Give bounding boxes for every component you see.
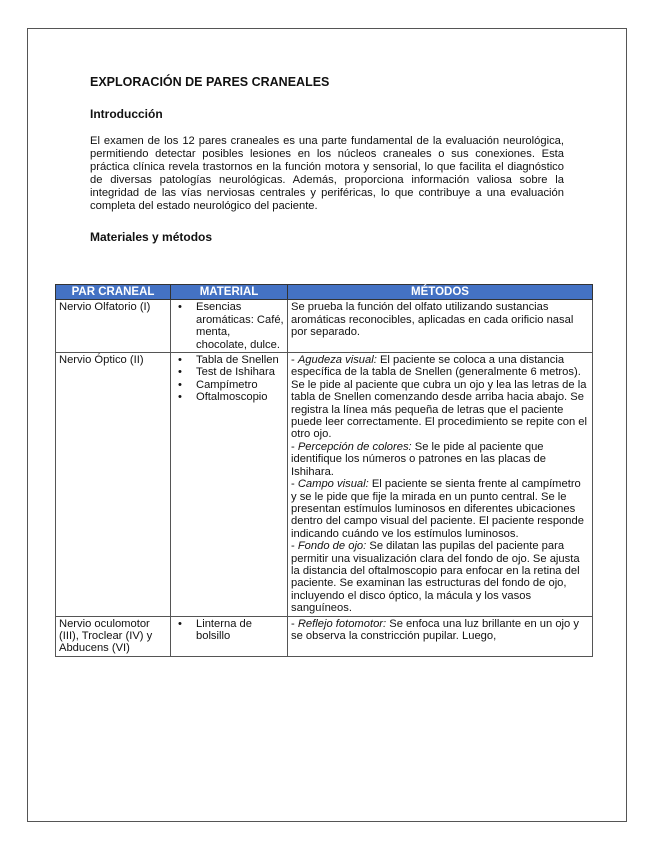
material-item: • Linterna de bolsillo	[196, 618, 284, 643]
material-item: • Esencias aromáticas: Café, menta, chocolate, dulce.	[196, 301, 284, 351]
cranial-nerves-table	[55, 284, 593, 657]
document-title: EXPLORACIÓN DE PARES CRANEALES	[90, 75, 330, 89]
material-cell	[171, 353, 288, 617]
method-label: Percepción de colores:	[297, 440, 412, 453]
material-cell	[171, 616, 288, 656]
method-label: Agudeza visual:	[297, 354, 377, 367]
nerve-cell: Nervio Óptico (II)	[56, 353, 171, 617]
table-row	[56, 353, 593, 617]
method-text: Se le pide al paciente que identifique los números o patrones en las placas de Ishihara.	[291, 440, 546, 478]
method-text: Se prueba la función del olfato utilizando sustancias aromáticas reconocibles, aplicadas en cada orificio nasal por separado.	[291, 301, 574, 339]
intro-heading: Introducción	[90, 107, 163, 121]
material-item: • Oftalmoscopio	[196, 391, 284, 403]
materials-heading: Materiales y métodos	[90, 230, 213, 244]
methods-cell	[288, 353, 593, 617]
material-cell	[171, 300, 288, 353]
method-label: Campo visual:	[297, 478, 369, 491]
table-header-row	[56, 285, 593, 300]
method-paragraph: - Reflejo fotomotor: Se enfoca una luz brillante en un ojo y se observa la constricción pupilar. Luego,	[291, 617, 579, 642]
material-item: • Test de Ishihara	[196, 366, 284, 378]
method-text: Se dilatan las pupilas del paciente para permitir una visualización clara del fondo de ojo. Se ajusta la distancia del oftalmoscopio para enfocar en la retina del paciente. Se examinan las estructuras del fondo de ojo, incluyendo el disco óptico, la mácula y los vasos sanguíneos.	[291, 540, 580, 615]
method-paragraph: - Fondo de ojo: Se dilatan las pupilas del paciente para permitir una visualización clara del fondo de ojo. Se ajusta la distancia del oftalmoscopio para enfocar en la retina del paciente. Se examinan las estructuras del fondo de ojo, incluyendo el disco óptico, la mácula y los vasos sanguíneos.	[291, 540, 580, 615]
method-paragraph: - Percepción de colores: Se le pide al paciente que identifique los números o patrones en las placas de Ishihara.	[291, 440, 546, 478]
method-paragraph: - Agudeza visual: El paciente se coloca a una distancia específica de la tabla de Snellen (generalmente 6 metros). Se le pide al paciente que cubra un ojo y lea las letras de la tabla de Snellen comenzando desde arriba hacia abajo. Se registra la línea más pequeña de letras que el paciente puede leer correctamente. El procedimiento se repite con el otro ojo.	[291, 354, 588, 441]
table-row	[56, 300, 593, 353]
nerve-cell: Nervio Olfatorio (I)	[56, 300, 171, 353]
material-item: • Tabla de Snellen	[196, 354, 284, 366]
header-material: MATERIAL	[171, 285, 288, 300]
nerve-cell: Nervio oculomotor (III), Troclear (IV) y Abducens (VI)	[56, 616, 171, 656]
methods-cell	[288, 300, 593, 353]
method-label: Reflejo fotomotor:	[297, 617, 387, 630]
method-text: Se enfoca una luz brillante en un ojo y se observa la constricción pupilar. Luego,	[291, 617, 579, 642]
table-row	[56, 616, 593, 656]
header-metodos: MÉTODOS	[288, 285, 593, 300]
methods-cell	[288, 616, 593, 656]
method-paragraph: - Campo visual: El paciente se sienta frente al campímetro y se le pide que fije la mirada en un punto central. Se le presentan estímulos luminosos en diferentes ubicaciones dentro del campo visual del paciente. El paciente responde indicando cuándo ve los estímulos luminosos.	[291, 478, 584, 540]
document-body	[90, 75, 610, 251]
intro-paragraph: El examen de los 12 pares craneales es una parte fundamental de la evaluación neurológica, permitiendo detectar posibles lesiones en los núcleos craneales o sus conexiones. Esta práctica clínica revela trastornos en la función motora y sensorial, lo que facilita el diagnóstico de diversas patologías neurológicas. Además, proporciona información valiosa sobre la integridad de las vías nerviosas centrales y periféricas, lo que contribuye a una evaluación completa del estado neurológico del paciente.	[90, 135, 564, 212]
method-text: El paciente se coloca a una distancia específica de la tabla de Snellen (generalmente 6 metros). Se le pide al paciente que cubra un ojo y lea las letras de la tabla de Snellen comenzando desde arriba hacia abajo. Se registra la línea más pequeña de letras que el paciente puede leer correctamente. El procedimiento se repite con el otro ojo.	[291, 354, 588, 441]
method-label: Fondo de ojo:	[297, 540, 367, 553]
material-item: • Campímetro	[196, 379, 284, 391]
method-text: El paciente se sienta frente al campímetro y se le pide que fije la mirada en un punto central. Se le presentan estímulos luminosos en diferentes ubicaciones dentro del campo visual del paciente. El paciente responde indicando cuándo ve los estímulos luminosos.	[291, 478, 584, 540]
header-par-craneal: PAR CRANEAL	[56, 285, 171, 300]
